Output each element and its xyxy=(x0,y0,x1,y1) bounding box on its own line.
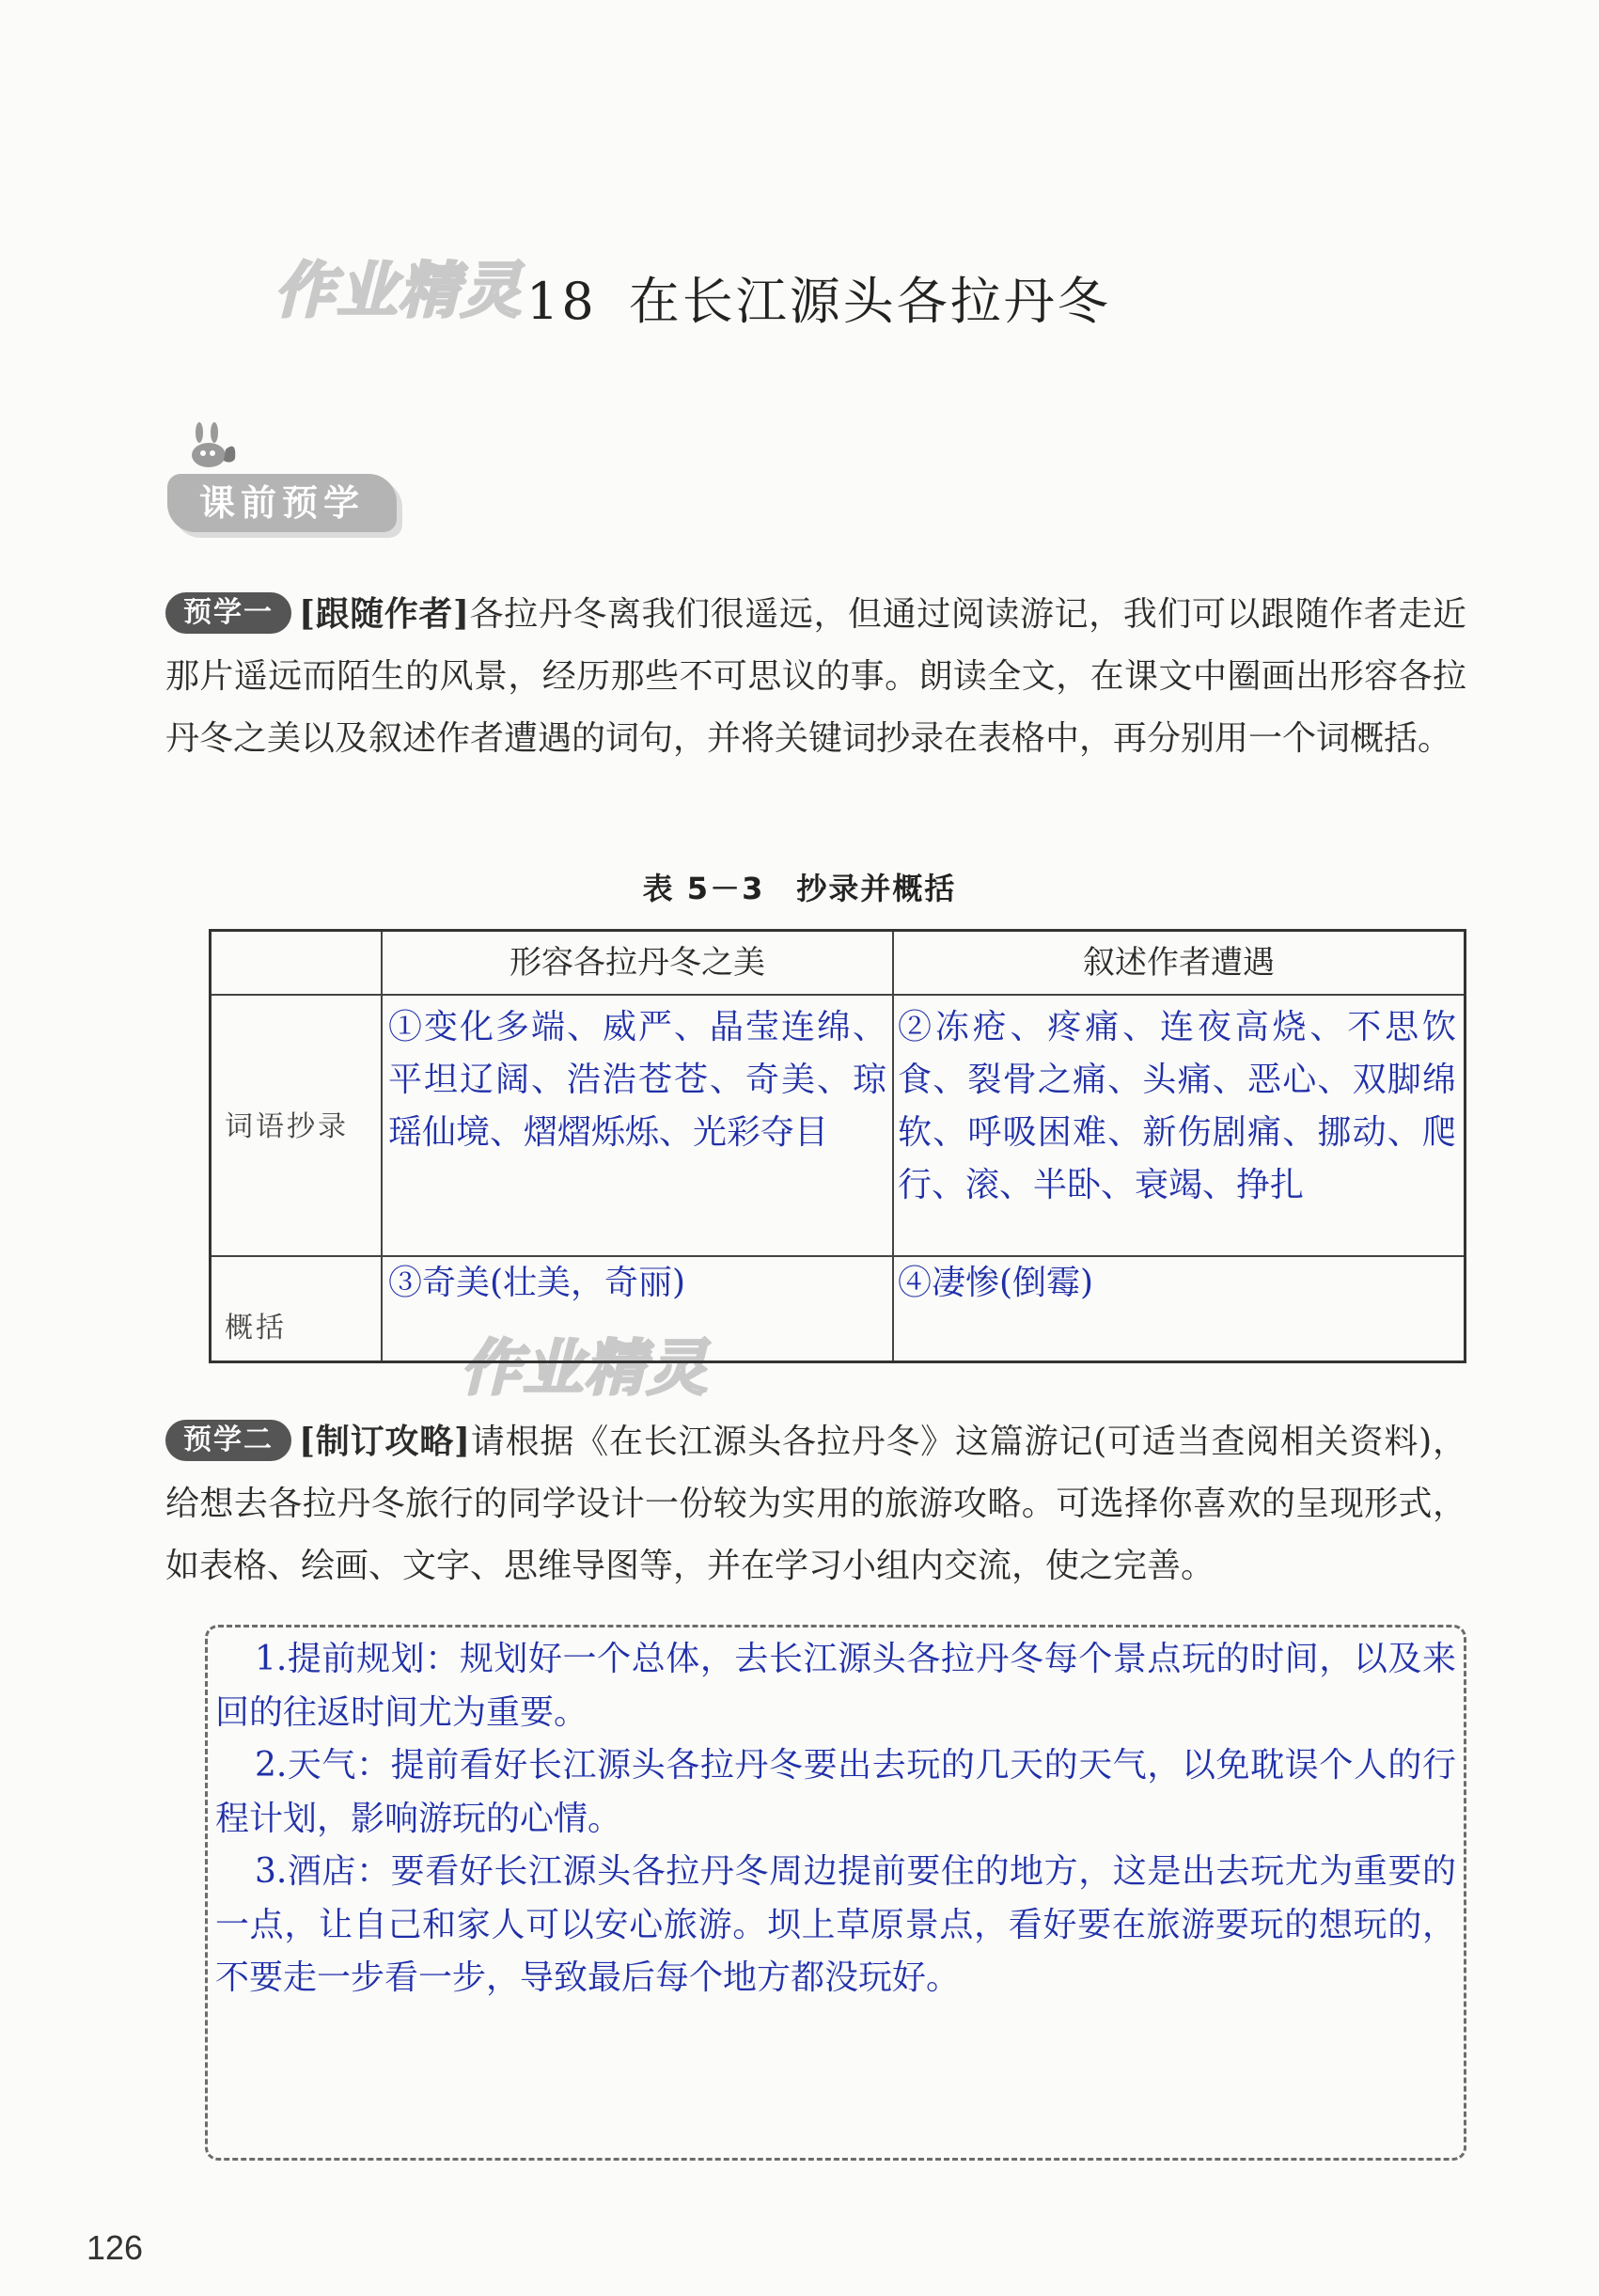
watermark-top: 作业精灵 xyxy=(274,257,523,326)
watermark-middle: 作业精灵 xyxy=(461,1334,709,1404)
answer-paragraph-1: 1.提前规划：规划好一个总体，去长江源头各拉丹冬每个景点玩的时间，以及来回的往返时间尤为重要。 xyxy=(215,1640,1456,1732)
answer-paragraph-3: 3.酒店：要看好长江源头各拉丹冬周边提前要住的地方，这是出去玩尤为重要的一点，让自己和家人可以安心旅游。坝上草原景点，看好要在旅游要玩的想玩的，不要走一步看一步，导致最后每个地方都没玩好。 xyxy=(215,1852,1456,1997)
answer-paragraph-2: 2.天气：提前看好长江源头各拉丹冬要出去玩的几天的天气，以免耽误个人的行程计划，影响游玩的心情。 xyxy=(215,1746,1456,1838)
summary-table xyxy=(209,929,1466,1363)
answer-beauty-words: ①变化多端、威严、晶莹连绵、平坦辽阔、浩浩苍苍、奇美、琼瑶仙境、熠熠烁烁、光彩夺目 xyxy=(388,1008,886,1152)
answer-box xyxy=(205,1625,1466,2161)
table-caption: 表 5－3 抄录并概括 xyxy=(642,871,957,906)
task1-text: 各拉丹冬离我们很遥远，但通过阅读游记，我们可以跟随作者走近那片遥远而陌生的风景，经历那些不可思议的事。朗读全文，在课文中圈画出形容各拉丹冬之美以及叙述作者遭遇的词句，并将关键词抄录在表格中，再分别用一个词概括。 xyxy=(165,595,1466,758)
answer-encounter-words: ②冻疮、疼痛、连夜高烧、不思饮食、裂骨之痛、头痛、恶心、双脚绵软、呼吸困难、新伤剧痛、挪动、爬行、滚、半卧、衰竭、挣扎 xyxy=(898,1008,1456,1204)
section-label: 课前预学 xyxy=(167,474,397,532)
lesson-title xyxy=(526,261,1111,334)
task2-tag: [制订攻略] xyxy=(299,1422,471,1461)
answer-text xyxy=(215,1633,1456,2005)
lesson-title-text: 在长江源头各拉丹冬 xyxy=(628,272,1111,331)
answer-encounter-summary: ④凄惨(倒霉) xyxy=(898,1264,1094,1302)
task1-tag: [跟随作者] xyxy=(299,594,469,634)
task2-text: 请根据《在长江源头各拉丹冬》这篇游记(可适当查阅相关资料)，给想去各拉丹冬旅行的同学设计一份较为实用的旅游攻略。可选择你喜欢的呈现形式，如表格、绘画、文字、思维导图等，并在学习小组内交流，使之完善。 xyxy=(165,1423,1466,1585)
mascot-icon xyxy=(180,421,241,470)
header-encounter: 叙述作者遭遇 xyxy=(1083,944,1275,982)
task1-badge: 预学一 xyxy=(165,592,291,634)
task1-paragraph xyxy=(165,583,1466,770)
task2-badge: 预学二 xyxy=(165,1420,291,1461)
lesson-number: 18 xyxy=(526,272,597,331)
header-beauty: 形容各拉丹冬之美 xyxy=(509,944,765,982)
answer-beauty-summary: ③奇美(壮美，奇丽) xyxy=(388,1264,686,1302)
page-number: 126 xyxy=(86,2228,144,2267)
row-label-summary: 概括 xyxy=(225,1312,287,1345)
row-label-words: 词语抄录 xyxy=(225,1110,349,1143)
task2-paragraph xyxy=(165,1410,1466,1597)
